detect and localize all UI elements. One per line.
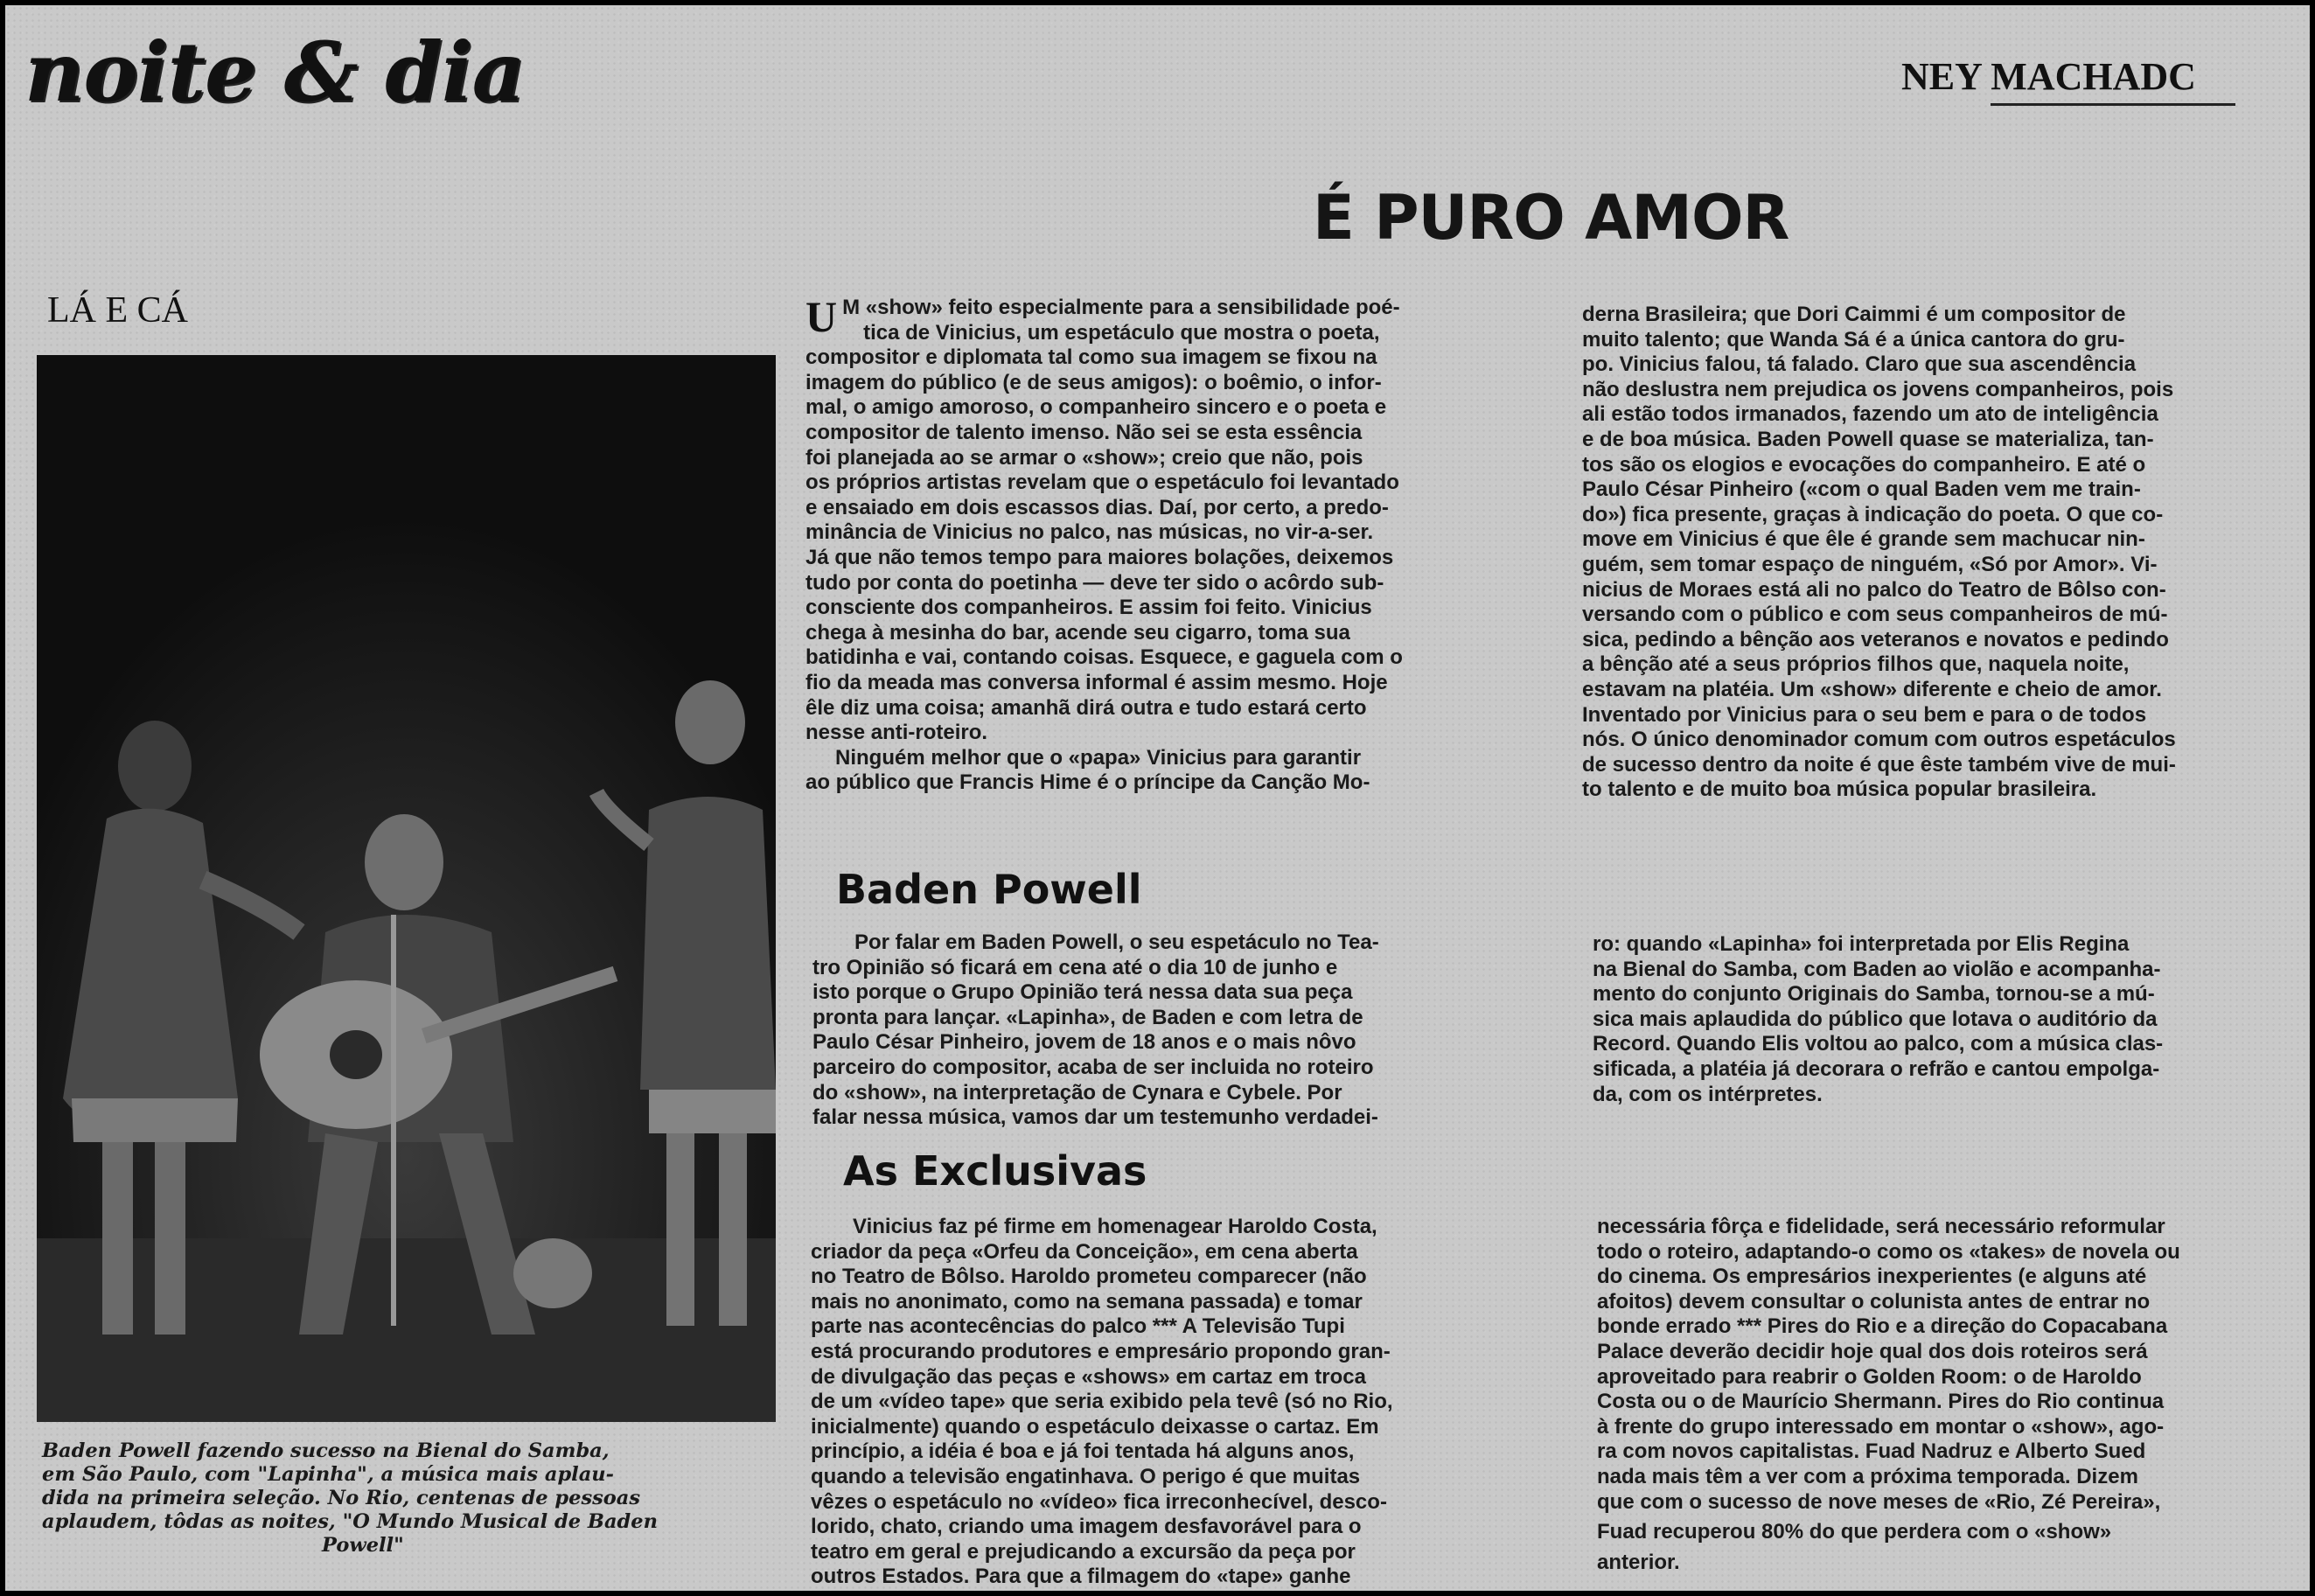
text-line: Fuad recuperou 80% do que perdera com o «show» [1597,1520,2112,1544]
text-line: batidinha e vai, contando coisas. Esquece, e gaguela com o [805,645,1403,670]
text-line: chega à mesinha do bar, acende seu cigarro, toma sua [805,620,1350,645]
text-line: Palace deverão decidir hoje qual dos dois roteiros será [1597,1339,2148,1363]
dropcap: U [805,292,838,341]
text-line: afoitos) devem consultar o colunista antes de entrar no [1597,1289,2151,1314]
text-line: está procurando produtores e empresário propondo gran- [811,1339,1391,1363]
newspaper-page [5,5,2310,1591]
text-line: do «show», na interpretação de Cynara e Cybele. Por [812,1080,1342,1105]
text-line: no Teatro de Bôlso. Haroldo prometeu comparecer (não [811,1265,1367,1289]
text-line: de divulgação das peças e «shows» em cartaz em troca [811,1364,1366,1389]
photo-caption [42,1439,707,1558]
text-line: Vinicius faz pé firme em homenagear Haroldo Costa, [853,1215,1377,1238]
text-line: nicius de Moraes está ali no palco do Teatro de Bôlso con- [1582,577,2166,602]
text-line: to talento e de muito boa música popular brasileira. [1582,777,2097,802]
text-line: Costa ou o de Maurício Shermann. Pires do Rio continua [1597,1390,2165,1414]
text-line: M «show» feito especialmente para a sensibilidade poé- [842,296,1400,319]
text-line: anterior. [1597,1550,1680,1574]
text-line: versando com o público e com seus companheiros de mú- [1582,603,2168,627]
text-line: estavam na platéia. Um «show» diferente e cheio de amor. [1582,677,2162,701]
masthead: noite & dia [24,24,525,121]
text-line: princípio, a idéia é boa e já foi tentada há alguns anos, [811,1439,1355,1464]
text-line: ro: quando «Lapinha» foi interpretada por Elis Regina [1593,932,2130,956]
text-line: outros Estados. Para que a filmagem do «tape» ganhe [811,1565,1351,1589]
text-line: ao público que Francis Hime é o príncipe da Canção Mo- [805,770,1370,795]
text-line: à frente do grupo interessado em montar o «show», ago- [1597,1414,2165,1439]
text-line: aproveitado para reabrir o Golden Room: o de Haroldo [1597,1364,2142,1389]
text-line: ali estão todos irmanados, fazendo um ato de inteligência [1582,402,2158,427]
text-line: Por falar em Baden Powell, o seu espetáculo no Tea- [854,930,1379,954]
text-line: de sucesso dentro da noite é que êste também vive de mui- [1582,752,2176,777]
text-line: e de boa música. Baden Powell quase se materializa, tan- [1582,427,2154,451]
text-line: pronta para lançar. «Lapinha», de Baden e com letra de [812,1005,1363,1029]
photo-image [37,355,776,1422]
text-line: não deslustra nem prejudica os jovens companheiros, pois [1582,377,2174,401]
text-line: Já que não temos tempo para maiores bolações, deixemos [805,545,1394,569]
text-line: ra com novos capitalistas. Fuad Nadruz e Alberto Sued [1597,1439,2146,1464]
text-line: tudo por conta do poetinha — deve ter sido o acôrdo sub- [805,570,1384,595]
section-label: LÁ E CÁ [47,290,188,331]
caption-line: aplaudem, tôdas as noites, "O Mundo Musical de Baden [42,1510,658,1533]
text-line: parceiro do compositor, acaba de ser incluida no roteiro [812,1055,1374,1079]
text-line: Ninguém melhor que o «papa» Vinicius para garantir [835,745,1362,770]
subheading-as-exclusivas: As Exclusivas [843,1147,1147,1195]
text-line: mento do conjunto Originais do Samba, tornou-se a mú- [1593,982,2155,1007]
baden-column-2 [1593,932,2284,1107]
text-line: isto porque o Grupo Opinião terá nessa data sua peça [812,980,1353,1005]
article-column-1 [805,292,1518,796]
text-line: tro Opinião só ficará em cena até o dia 10 de junho e [812,955,1338,979]
text-line: tica de Vinicius, um espetáculo que mostra o poeta, [863,320,1380,345]
text-line: tos são os elogios e evocações do companheiro. E até o [1582,452,2146,477]
text-line: criador da peça «Orfeu da Conceição», em cena aberta [811,1239,1358,1264]
text-line: e ensaiado em dois escassos dias. Daí, por certo, a predo- [805,495,1389,519]
byline: NEY MACHADC [1901,55,2196,98]
caption-line: dida na primeira seleção. No Rio, centenas de pessoas [42,1487,641,1509]
text-line: Record. Quando Elis voltou ao palco, com a música clas- [1593,1032,2164,1056]
text-line: Paulo César Pinheiro («com o qual Baden vem me train- [1582,477,2141,502]
text-line: inicialmente) quando o espetáculo deixasse o cartaz. Em [811,1414,1379,1439]
text-line: quando a televisão engatinhava. O perigo é que muitas [811,1464,1361,1488]
text-line: todo o roteiro, adaptando-o como os «takes» de novela ou [1597,1239,2180,1264]
text-line: nesse anti-roteiro. [805,721,988,745]
text-line: nada mais têm a ver com a próxima temporada. Dizem [1597,1464,2138,1488]
exclusivas-column-1 [811,1215,1506,1590]
byline-rule [1991,103,2235,106]
text-line: do cinema. Os empresários inexperientes (e alguns até [1597,1265,2147,1289]
text-line: imagem do público (e de seus amigos): o boêmio, o infor- [805,370,1382,394]
text-line: de um «vídeo tape» que seria exibido pela tevê (só no Rio, [811,1390,1393,1414]
photo [37,355,776,1422]
text-line: teatro em geral e prejudicando a excursão da peça por [811,1539,1356,1564]
text-line: na Bienal do Samba, com Baden ao violão e acompanha- [1593,957,2161,981]
text-line: mal, o amigo amoroso, o companheiro sincero e o poeta e [805,395,1387,420]
text-line: bonde errado *** Pires do Rio e a direção do Copacabana [1597,1314,2168,1339]
text-line: Paulo César Pinheiro, jovem de 18 anos e o mais nôvo [812,1030,1356,1055]
text-line: da, com os intérpretes. [1593,1082,1823,1106]
text-line: falar nessa música, vamos dar um testemunho verdadei- [812,1105,1378,1130]
text-line: sica mais aplaudida do público que lotava o auditório da [1593,1007,2158,1031]
text-line: que com o sucesso de nove meses de «Rio, Zé Pereira», [1597,1489,2161,1514]
baden-column-1 [812,930,1503,1131]
text-line: necessária fôrça e fidelidade, será necessário reformular [1597,1215,2165,1238]
text-line: Inventado por Vinicius para o seu bem e para o de todos [1582,702,2147,727]
exclusivas-column-2 [1597,1215,2288,1575]
text-line: a bênção até a seus próprios filhos que, naquela noite, [1582,652,2130,677]
caption-line: em São Paulo, com "Lapinha", a música mais aplau- [42,1463,615,1486]
text-line: guém, sem tomar espaço de ninguém, «Só por Amor». Vi- [1582,552,2158,576]
text-line: derna Brasileira; que Dori Caimmi é um compositor de [1582,303,2126,326]
text-line: compositor de talento imenso. Não sei se esta essência [805,420,1363,444]
text-line: êle diz uma coisa; amanhã dirá outra e tudo estará certo [805,695,1367,720]
headline: É PURO AMOR [1313,182,1789,254]
article-column-2 [1582,303,2289,803]
caption-line: Baden Powell fazendo sucesso na Bienal do Samba, [42,1439,610,1462]
text-line: os próprios artistas revelam que o espetáculo foi levantado [805,470,1399,495]
text-line: move em Vinicius é que êle é grande sem machucar nin- [1582,527,2145,552]
text-line: compositor e diplomata tal como sua imagem se fixou na [805,345,1377,370]
text-line: sica, pedindo a bênção aos veteranos e novatos e pedindo [1582,627,2169,652]
text-line: do») fica presente, graças à indicação do poeta. O que co- [1582,502,2164,526]
text-line: sificada, a platéia já decorara o refrão e cantou empolga- [1593,1056,2160,1081]
text-line: po. Vinicius falou, tá falado. Claro que sua ascendência [1582,352,2137,377]
text-line: nós. O único denominador comum com outros espetáculos [1582,728,2176,752]
text-line: vêzes o espetáculo no «vídeo» fica irreconhecível, desco- [811,1489,1387,1514]
text-line: lorido, chato, criando uma imagem desfavorável para o [811,1515,1362,1539]
text-line: foi planejada ao se armar o «show»; creio que não, pois [805,445,1363,470]
text-line: mais no anonimato, como na semana passada) e tomar [811,1289,1363,1314]
text-line: muito talento; que Wanda Sá é a única cantora do gru- [1582,327,2125,352]
subheading-baden-powell: Baden Powell [836,866,1142,913]
text-line: consciente dos companheiros. E assim foi feito. Vinicius [805,596,1372,620]
text-line: fio da meada mas conversa informal é assim mesmo. Hoje [805,670,1388,694]
caption-line: Powell" [322,1534,404,1557]
text-line: parte nas acontecências do palco *** A Televisão Tupi [811,1314,1345,1339]
text-line: minância de Vinicius no palco, nas músicas, no vir-a-ser. [805,520,1374,545]
